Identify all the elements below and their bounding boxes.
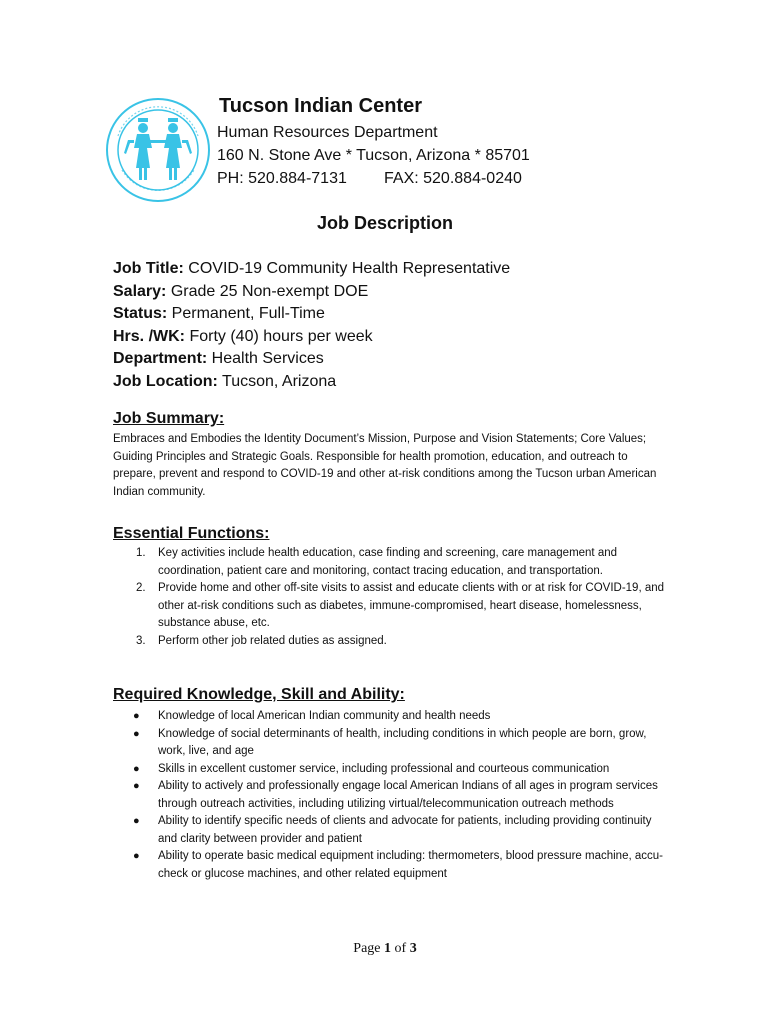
field-salary: [113, 281, 510, 304]
item-text: Ability to actively and professionally engage local American Indians of all ages in program services through outreach activities, including utilizing virtual/telecommunication outreach methods: [158, 780, 658, 810]
job-summary-heading: Job Summary:: [113, 410, 225, 427]
item-text: Key activities include health education, case finding and screening, care management and coordination, patient care and monitoring, contact tracing education, and transportation.: [158, 547, 618, 577]
list-item: [113, 545, 673, 580]
field-label: Job Title:: [113, 260, 184, 277]
bullet-icon: ●: [133, 815, 140, 827]
bullet-icon: ●: [133, 710, 140, 722]
fax-line: FAX: 520.884-0240: [384, 170, 522, 187]
field-status: [113, 303, 510, 326]
field-label: Hrs. /WK:: [113, 327, 185, 345]
current-page: 1: [384, 941, 392, 956]
field-value: Tucson, Arizona: [217, 372, 337, 390]
address-line: 160 N. Stone Ave * Tucson, Arizona * 85701: [217, 147, 530, 164]
essential-functions-heading: Essential Functions:: [113, 525, 270, 542]
item-text: Provide home and other off-site visits to assist and educate clients with or at risk for COVID-19, and other at-risk conditions such as diabetes, immune-compromised, heart disease, homelessness, substance abuse, etc.: [158, 582, 665, 629]
list-item: [113, 580, 673, 633]
item-text: Knowledge of local American Indian community and health needs: [158, 710, 491, 722]
list-item: [113, 761, 673, 779]
list-item: [113, 813, 673, 848]
item-text: Ability to operate basic medical equipment including: thermometers, blood pressure machine, accu-check or glucose machines, and other related equipment: [158, 850, 663, 880]
field-value: Health Services: [207, 350, 324, 367]
field-value: Permanent, Full-Time: [167, 305, 325, 322]
field-hours: [113, 326, 510, 349]
bullet-icon: ●: [133, 727, 140, 740]
tucson-indian-center-logo: [104, 96, 212, 204]
bullet-icon: ●: [133, 850, 140, 862]
bullet-icon: ●: [133, 780, 140, 792]
field-value: Grade 25 Non-exempt DOE: [166, 282, 369, 300]
bullet-icon: ●: [133, 762, 140, 775]
list-item: [113, 848, 673, 883]
item-number: 3.: [136, 634, 146, 647]
field-job-title: [113, 258, 510, 281]
field-value: Forty (40) hours per week: [185, 327, 373, 345]
field-department: [113, 348, 510, 371]
item-number: 2.: [136, 582, 146, 594]
item-text: Ability to identify specific needs of clients and advocate for patients, including providing continuity and clarity between provider and patient: [158, 815, 652, 845]
phone-line: PH: 520.884-7131: [217, 170, 347, 187]
org-name: Tucson Indian Center: [219, 95, 422, 117]
department-line: Human Resources Department: [217, 124, 438, 141]
item-text: Perform other job related duties as assigned.: [158, 634, 387, 647]
field-label: Department:: [113, 350, 208, 367]
document-title: Job Description: [316, 213, 454, 233]
page-word: Page: [353, 941, 385, 956]
item-text: Skills in excellent customer service, including professional and courteous communication: [158, 762, 610, 775]
of-word: of: [391, 941, 410, 956]
job-summary-text: Embraces and Embodies the Identity Document’s Mission, Purpose and Vision Statements; Core Values; Guiding Principles and Strategic Goals. Responsible for health promotion, education, and outreach to prepare, prevent and respond to COVID-19 and other at-risk conditions among the Tucson urban American Indian community.: [113, 433, 657, 498]
list-item: [113, 726, 673, 761]
required-ksa-list: [113, 708, 673, 883]
essential-functions-list: [113, 545, 673, 650]
item-number: 1.: [136, 547, 146, 559]
job-fields: [113, 258, 510, 393]
list-item: [113, 633, 673, 651]
field-label: Job Location:: [113, 372, 218, 390]
field-label: Salary:: [113, 282, 167, 300]
total-pages: 3: [409, 941, 417, 956]
required-ksa-heading: Required Knowledge, Skill and Ability:: [113, 686, 405, 703]
item-text: Knowledge of social determinants of health, including conditions in which people are born, grow, work, live, and age: [158, 727, 647, 757]
list-item: [113, 708, 673, 726]
field-job-location: [113, 371, 510, 394]
field-label: Status:: [113, 305, 168, 322]
field-value: COVID-19 Community Health Representative: [183, 260, 511, 277]
list-item: [113, 778, 673, 813]
page-number: [0, 941, 770, 957]
